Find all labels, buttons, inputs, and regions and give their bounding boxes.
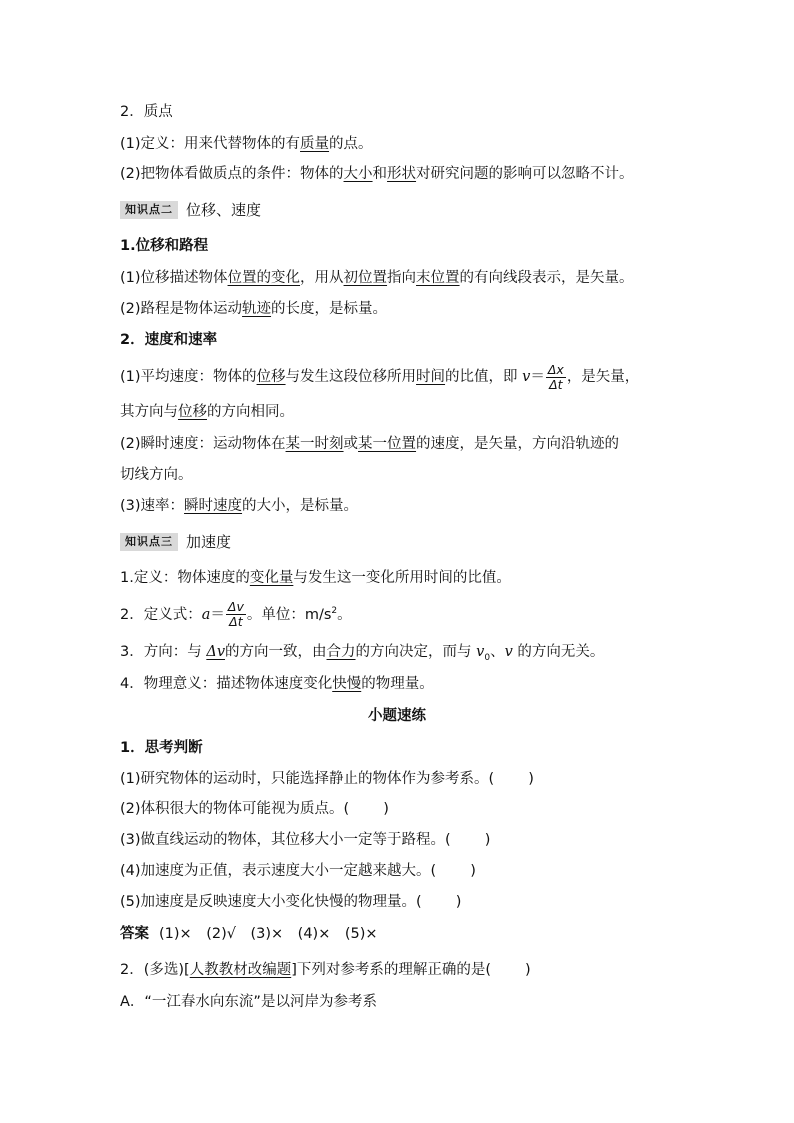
knowledge-tag: 知识点三	[120, 533, 178, 551]
question-multi: 2．(多选)[人教教材改编题]下列对参考系的理解正确的是( )	[120, 962, 531, 978]
displacement-line: (1)位移描述物体位置的变化，用从初位置指向末位置的有向线段表示，是矢量。	[120, 270, 634, 286]
acceleration-definition: 1.定义：物体速度的变化量与发生这一变化所用时间的比值。	[120, 570, 511, 586]
option-a: A．“一江春水向东流”是以河岸为参考系	[120, 994, 377, 1010]
knowledge-point-2-header: 知识点二 位移、速度	[120, 200, 261, 220]
heading-judgement: 1．思考判断	[120, 740, 203, 756]
knowledge-point-3-header: 知识点三 加速度	[120, 532, 231, 552]
acceleration-direction: 3．方向：与 Δv的方向一致，由合力的方向决定，而与 $v_0$、v 的方向无关。	[120, 644, 605, 663]
acceleration-formula: 2．定义式：a＝ $\frac{\Delta v}{\Delta t}$ 。单位：$m/s^2$。	[120, 599, 352, 630]
question-4: (4)加速度为正值，表示速度大小一定越来越大。( )	[120, 863, 476, 879]
path-line: (2)路程是物体运动轨迹的长度，是标量。	[120, 301, 388, 317]
instant-velocity-line: (2)瞬时速度：运动物体在某一时刻或某一位置的速度，是矢量，方向沿轨迹的	[120, 436, 620, 452]
question-2: (2)体积很大的物体可能视为质点。( )	[120, 801, 389, 817]
particle-condition: (2)把物体看做质点的条件：物体的大小和形状对研究问题的影响可以忽略不计。	[120, 166, 634, 182]
average-velocity-cont: 其方向与位移的方向相同。	[120, 404, 294, 420]
velocity-fraction: $\frac{\Delta x}{\Delta t}$	[547, 361, 564, 392]
practice-title: 小题速练	[368, 708, 426, 724]
acceleration-meaning: 4．物理意义：描述物体速度变化快慢的物理量。	[120, 676, 434, 692]
question-5: (5)加速度是反映速度大小变化快慢的物理量。( )	[120, 894, 462, 910]
question-3: (3)做直线运动的物体，其位移大小一定等于路程。( )	[120, 832, 491, 848]
section-title-particle: 2．质点	[120, 104, 173, 120]
speed-line: (3)速率：瞬时速度的大小，是标量。	[120, 498, 359, 514]
heading-displacement-path: 1.位移和路程	[120, 238, 209, 254]
acceleration-fraction: $\frac{\Delta v}{\Delta t}$	[227, 599, 244, 630]
instant-velocity-cont: 切线方向。	[120, 467, 193, 483]
average-velocity-line: (1)平均速度：物体的位移与发生这段位移所用时间的比值，即 v＝ $\frac{\Delta x}{\Delta t}$ ，是矢量，	[120, 361, 640, 392]
answer-line: 答案 (1)× (2)√ (3)× (4)× (5)×	[120, 926, 378, 942]
particle-definition: (1)定义：用来代替物体的有质量的点。	[120, 136, 373, 152]
knowledge-tag: 知识点二	[120, 201, 178, 219]
heading-speed: 2．速度和速率	[120, 332, 218, 348]
question-1: (1)研究物体的运动时，只能选择静止的物体作为参考系。( )	[120, 771, 534, 787]
